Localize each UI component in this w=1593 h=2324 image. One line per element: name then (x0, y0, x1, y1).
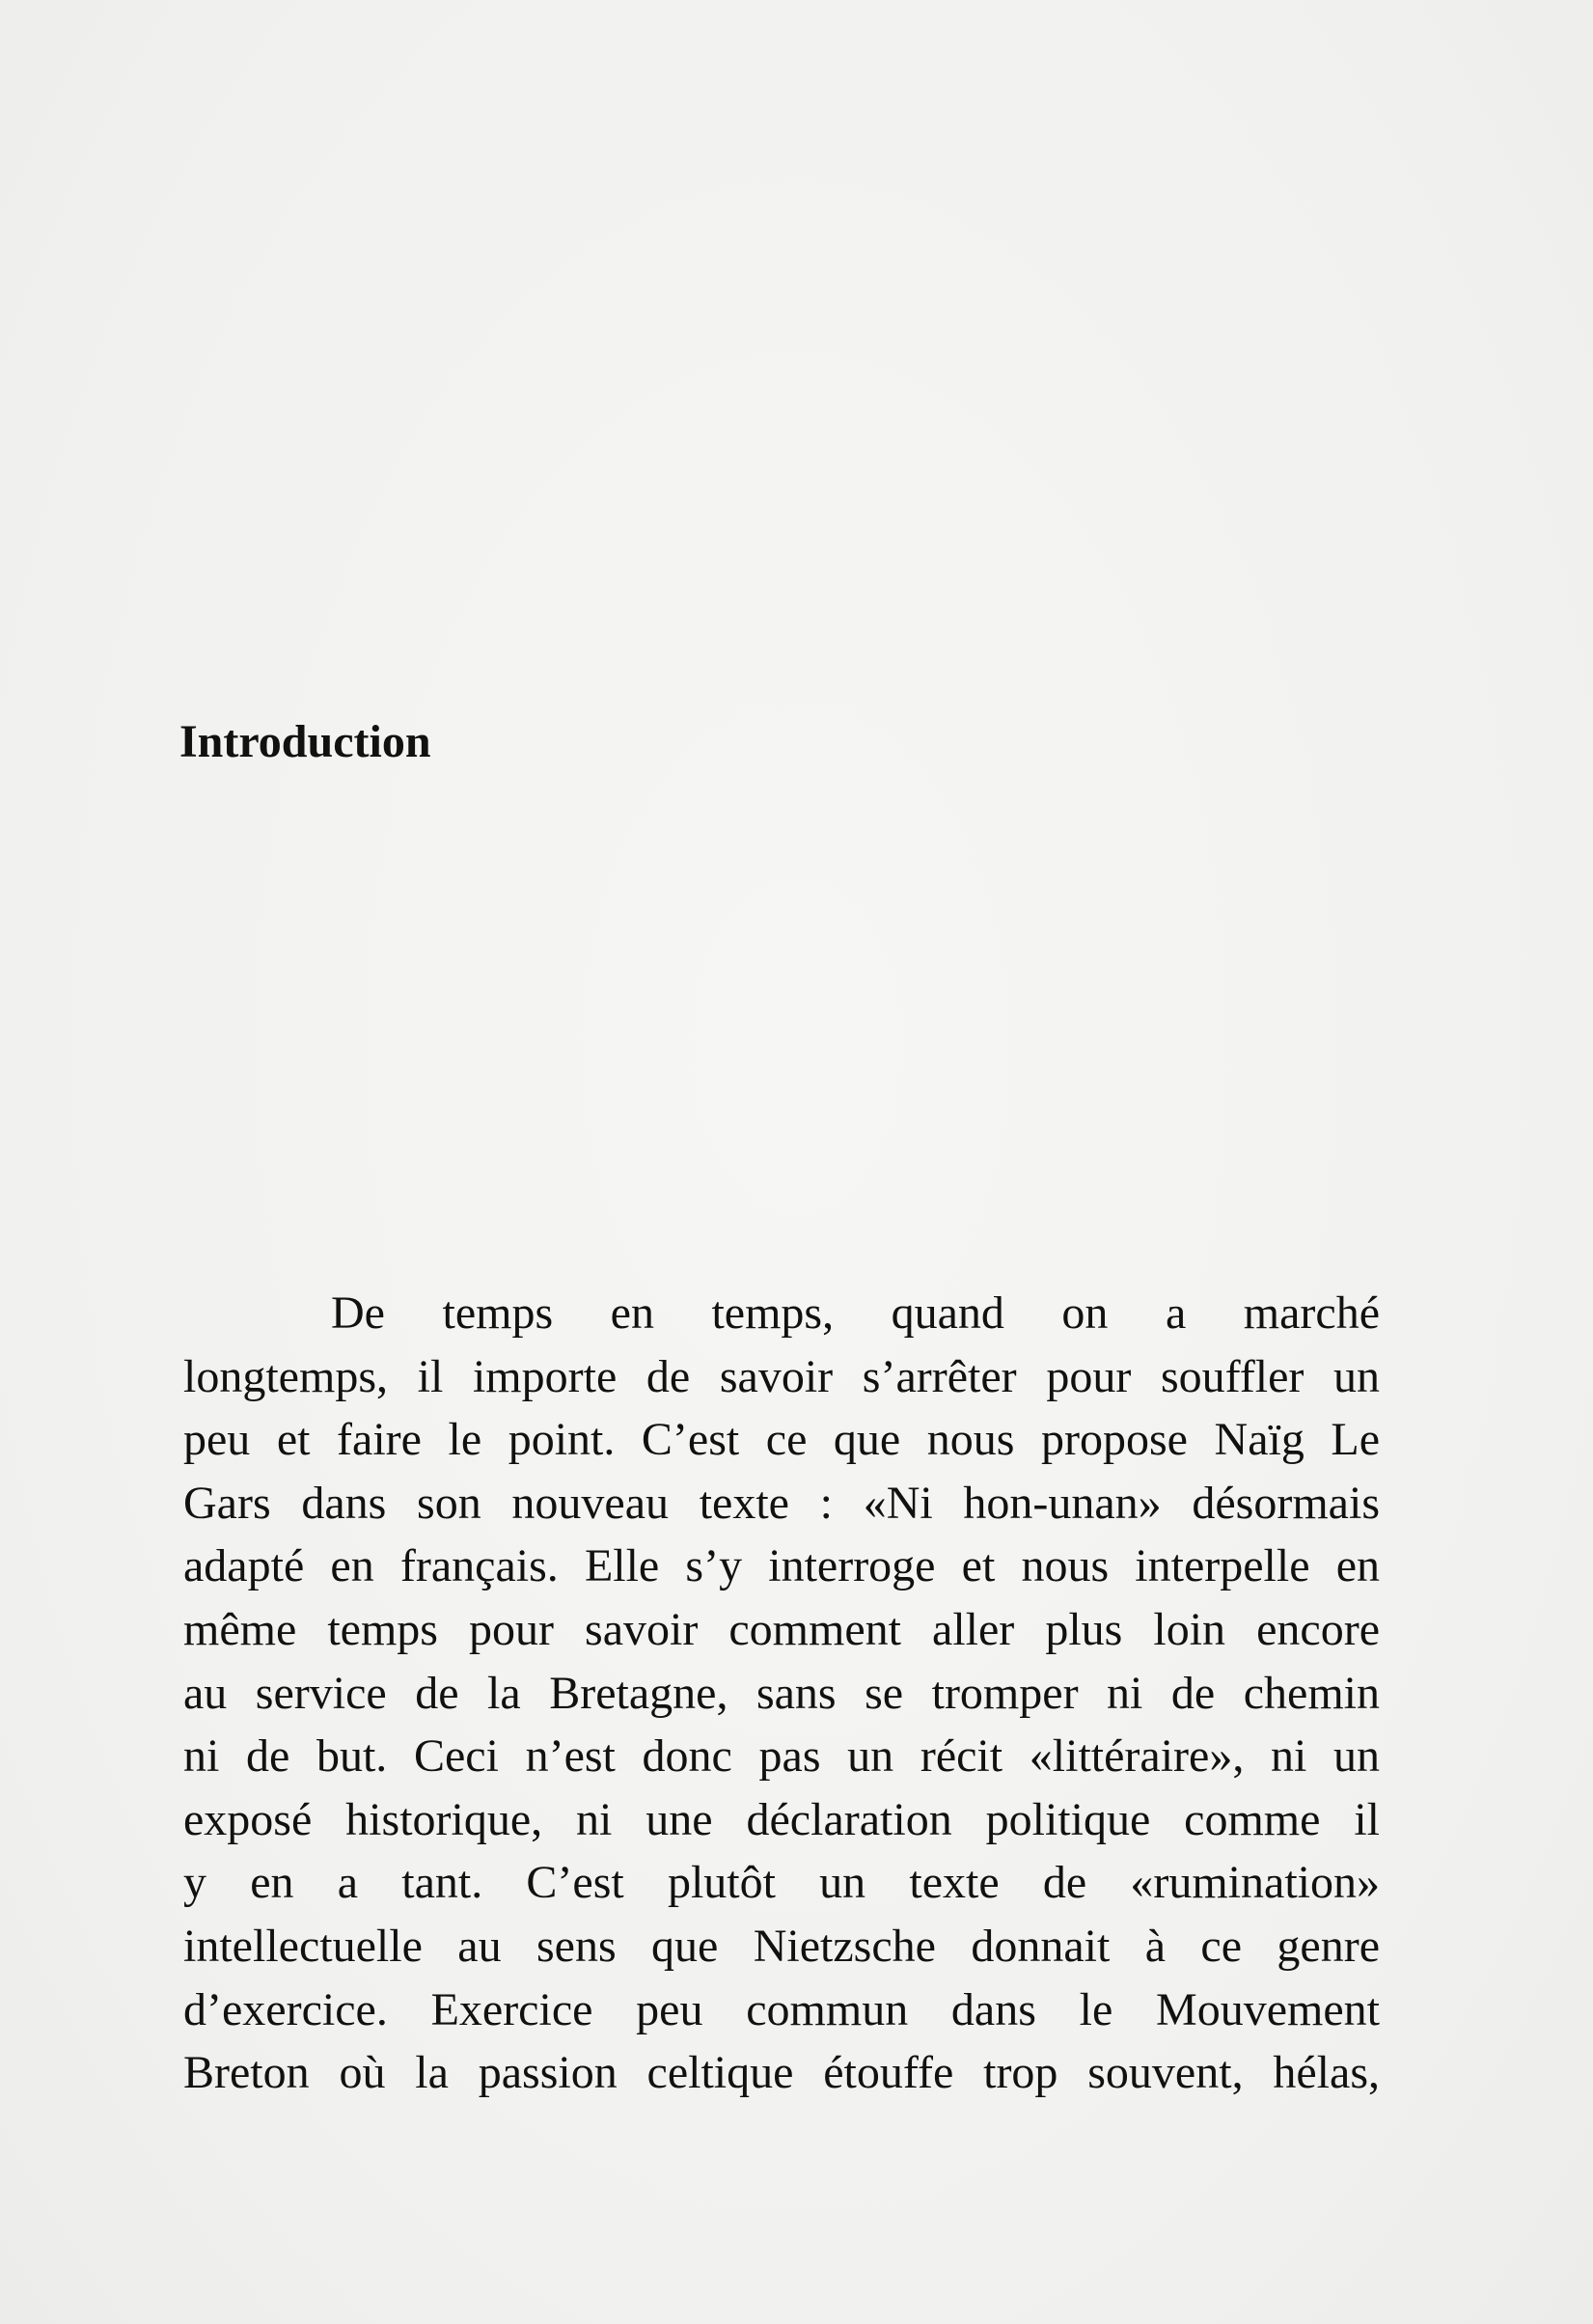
text-line: exposé historique, ni une déclaration politique comme il (183, 1793, 1380, 1845)
text-line: ni de but. Ceci n’est donc pas un récit «littéraire», ni un (183, 1730, 1380, 1783)
text-line: longtemps, il importe de savoir s’arrêter pour souffler un (183, 1350, 1380, 1402)
text-line: d’exercice. Exercice peu commun dans le Mouvement (183, 1983, 1380, 2035)
text-line: même temps pour savoir comment aller plus loin encore (183, 1603, 1380, 1655)
page-heading: Introduction (179, 716, 431, 767)
text-line: intellectuelle au sens que Nietzsche donnait à ce genre (183, 1920, 1380, 1972)
body-paragraph (183, 1282, 1380, 2105)
text-line: y en a tant. C’est plutôt un texte de «rumination» (183, 1857, 1380, 1909)
text-line: Breton où la passion celtique étouffe trop souvent, hélas, (183, 2047, 1380, 2099)
text-line: peu et faire le point. C’est ce que nous propose Naïg Le (183, 1414, 1380, 1466)
text-line: au service de la Bretagne, sans se tromper ni de chemin (183, 1667, 1380, 1719)
text-line: De temps en temps, quand on a marché (331, 1287, 1380, 1339)
text-line: Gars dans son nouveau texte : «Ni hon-unan» désormais (183, 1477, 1380, 1529)
text-line: adapté en français. Elle s’y interroge et nous interpelle en (183, 1540, 1380, 1592)
